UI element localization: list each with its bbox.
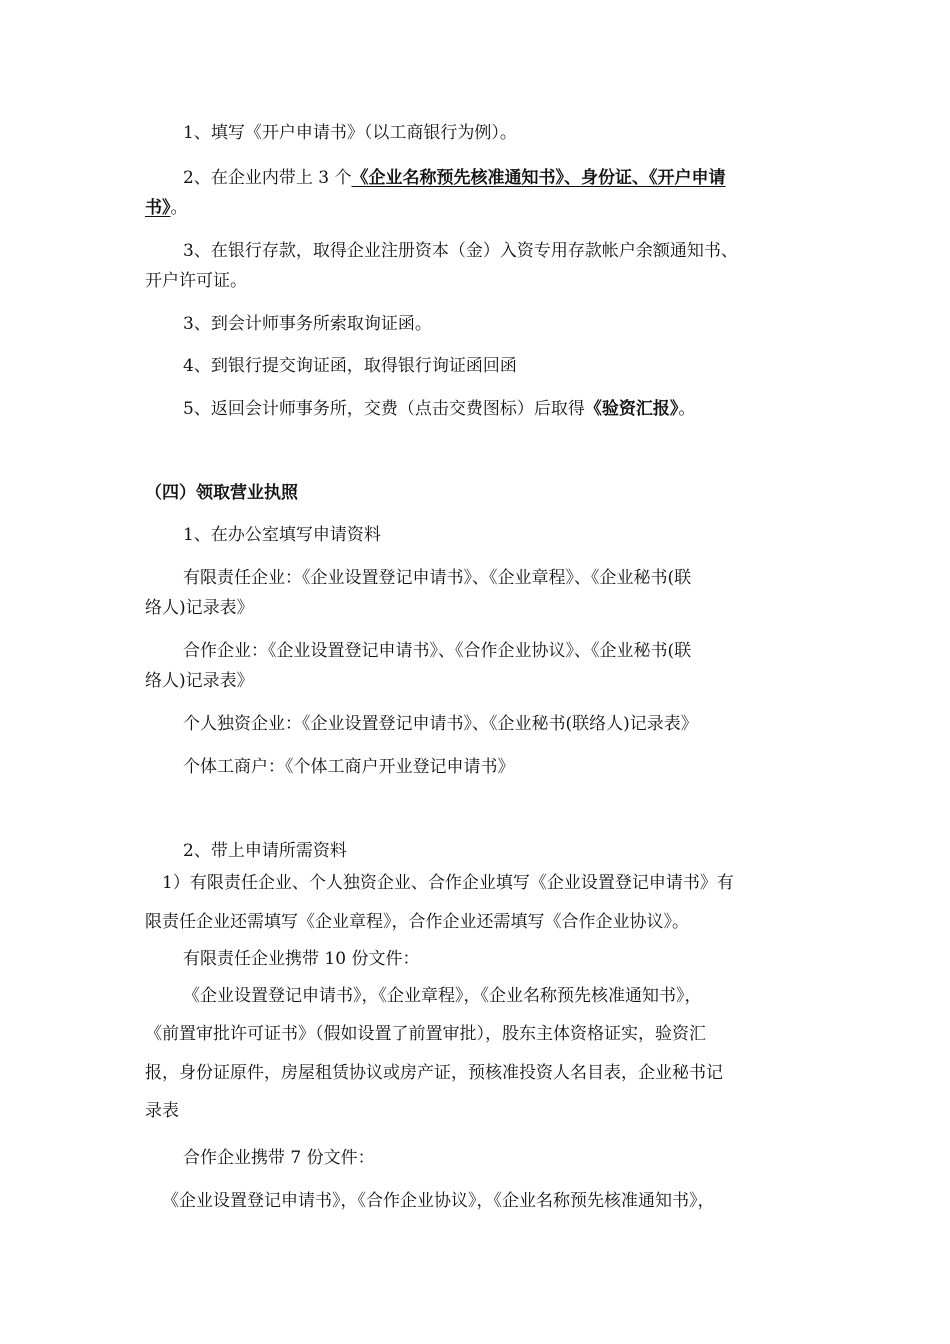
- bold-text: 《验资汇报》: [584, 399, 679, 419]
- paragraph-text: 合作企业携带 7 份文件：: [183, 1148, 375, 1168]
- paragraph-return-firm: [183, 398, 695, 420]
- paragraph-text: 络人)记录表》: [145, 671, 254, 691]
- paragraph-text: 《企业设置登记申请书》，《合作企业协议》，《企业名称预先核准通知书》，: [162, 1191, 715, 1211]
- paragraph-llc-docs-title: [183, 948, 419, 970]
- heading-text: （四）领取营业执照: [145, 483, 298, 503]
- paragraph-bring-documents-cont: [145, 197, 188, 219]
- paragraph-sub1-cont: [145, 911, 689, 933]
- section-heading: [145, 482, 298, 504]
- paragraph-text: 个人独资企业：《企业设置登记申请书》、《企业秘书(联络人)记录表》: [183, 714, 698, 734]
- paragraph-partner-docs: [162, 1190, 715, 1212]
- paragraph-text: 有限责任企业：《企业设置登记申请书》、《企业章程》、《企业秘书(联: [183, 568, 692, 588]
- paragraph-text: 录表: [145, 1101, 179, 1121]
- paragraph-llc-forms-cont: [145, 597, 254, 619]
- paragraph-sub1: [162, 872, 734, 894]
- paragraph-fill-application: [183, 122, 517, 144]
- paragraph-text: 3、在银行存款，取得企业注册资本（金）入资专用存款帐户余额通知书、: [183, 241, 738, 261]
- paragraph-step2: [183, 840, 347, 862]
- paragraph-submit-letter: [183, 355, 517, 377]
- paragraph-partner-forms: [183, 640, 691, 662]
- paragraph-text: 《企业设置登记申请书》，《企业章程》，《企业名称预先核准通知书》，: [183, 986, 702, 1006]
- paragraph-bank-deposit-cont: [145, 270, 247, 292]
- paragraph-text: 4、到银行提交询证函，取得银行询证函回函: [183, 356, 517, 376]
- paragraph-text: 《前置审批许可证书》（假如设置了前置审批），股东主体资格证实，验资汇: [145, 1024, 706, 1044]
- paragraph-llc-docs-cont1: [145, 1023, 706, 1045]
- paragraph-text: 个体工商户：《个体工商户开业登记申请书》: [183, 757, 515, 777]
- paragraph-llc-docs-cont2: [145, 1062, 723, 1084]
- paragraph-llc-docs-cont3: [145, 1100, 179, 1122]
- paragraph-text: 。: [170, 198, 188, 218]
- paragraph-text: 络人)记录表》: [145, 598, 254, 618]
- paragraph-text: 。: [678, 399, 696, 419]
- underlined-bold-text: 《企业名称预先核准通知书》、身份证、《开户申请: [351, 168, 726, 188]
- paragraph-text: 5、返回会计师事务所，交费（点击交费图标）后取得: [183, 399, 585, 419]
- paragraph-partner-forms-cont: [145, 670, 254, 692]
- paragraph-llc-docs: [183, 985, 702, 1007]
- paragraph-step1: [183, 524, 381, 546]
- paragraph-sole-forms: [183, 713, 698, 735]
- paragraph-text: 有限责任企业携带 10 份文件：: [183, 949, 420, 969]
- paragraph-text: 2、带上申请所需资料: [183, 841, 347, 861]
- paragraph-text: 1）有限责任企业、个人独资企业、合作企业填写《企业设置登记申请书》有: [162, 873, 734, 893]
- paragraph-text: 1、在办公室填写申请资料: [183, 525, 381, 545]
- paragraph-text: 2、在企业内带上 3 个: [183, 168, 352, 188]
- paragraph-text: 限责任企业还需填写《企业章程》，合作企业还需填写《合作企业协议》。: [145, 912, 689, 932]
- paragraph-text: 1、填写《开户申请书》（以工商银行为例）。: [183, 123, 517, 143]
- paragraph-text: 合作企业：《企业设置登记申请书》、《合作企业协议》、《企业秘书(联: [183, 641, 692, 661]
- underlined-bold-text: 书》: [145, 198, 171, 218]
- paragraph-llc-forms: [183, 567, 691, 589]
- paragraph-text: 3、到会计师事务所索取询证函。: [183, 314, 432, 334]
- paragraph-request-letter: [183, 313, 432, 335]
- paragraph-text: 开户许可证。: [145, 271, 247, 291]
- paragraph-text: 报，身份证原件，房屋租赁协议或房产证，预核准投资人名目表，企业秘书记: [145, 1063, 723, 1083]
- paragraph-individual-forms: [183, 756, 515, 778]
- paragraph-bank-deposit: [183, 240, 738, 262]
- paragraph-bring-documents: [183, 167, 725, 189]
- paragraph-partner-docs-title: [183, 1147, 375, 1169]
